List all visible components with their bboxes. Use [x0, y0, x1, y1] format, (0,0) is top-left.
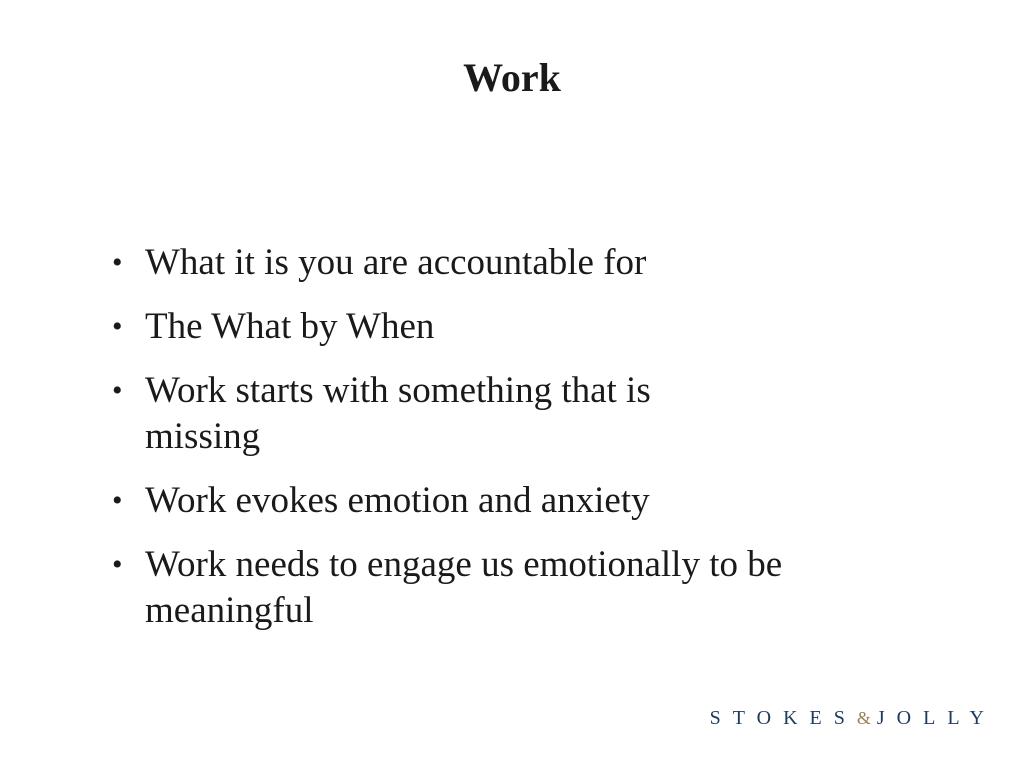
bullet-icon: • [112, 246, 123, 279]
bullet-list [112, 240, 942, 652]
bullet-text: Work evokes emotion and anxiety [145, 480, 650, 521]
list-item [112, 368, 745, 460]
list-item [112, 304, 942, 350]
list-item [112, 240, 942, 286]
bullet-icon: • [112, 548, 123, 581]
bullet-text: Work starts with something that is missing [145, 370, 651, 457]
bullet-icon: • [112, 310, 123, 343]
bullet-text: What it is you are accountable for [145, 242, 647, 283]
logo-ampersand: & [856, 708, 877, 728]
list-item [112, 542, 942, 634]
bullet-icon: • [112, 374, 123, 407]
bullet-text: The What by When [145, 306, 435, 347]
bullet-text: Work needs to engage us emotionally to be meaningful [145, 544, 783, 631]
slide-title: Work [463, 55, 561, 100]
logo-part-jolly: JOLLY [876, 707, 996, 729]
logo-part-stokes: STOKES [709, 707, 857, 729]
bullet-icon: • [112, 484, 123, 517]
list-item [112, 478, 942, 524]
stokes-jolly-logo [710, 707, 996, 730]
